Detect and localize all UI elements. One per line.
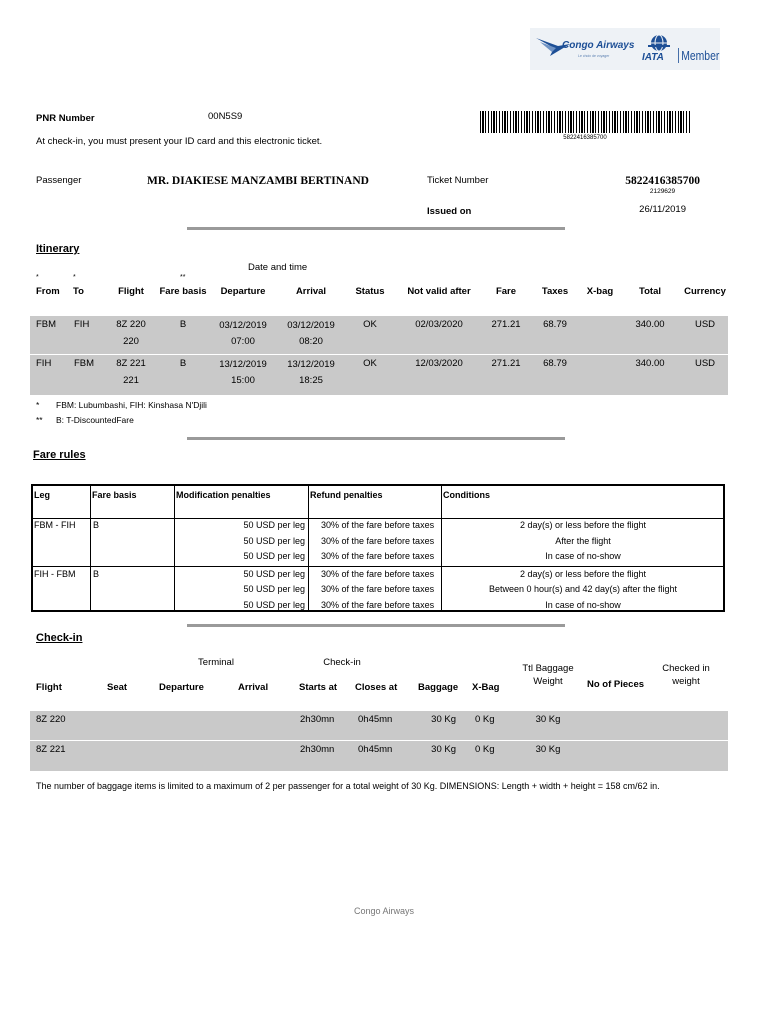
checkin-title: Check-in [36, 632, 83, 644]
cell-total: 340.00 [635, 358, 665, 369]
cell-flight: 8Z 221 [36, 744, 66, 755]
cell-dep-time: 15:00 [231, 375, 255, 386]
fare-rules-title: Fare rules [33, 449, 86, 461]
cell-leg: FBM - FIH [34, 520, 76, 530]
pnr-label: PNR Number [36, 113, 95, 124]
col-flight: Flight [36, 682, 62, 693]
passenger-name: MR. DIAKIESE MANZAMBI BERTINAND [147, 175, 369, 187]
divider [187, 227, 565, 230]
col-closes-at: Closes at [355, 682, 398, 693]
cell-refund: 30% of the fare before taxes [321, 551, 435, 561]
cell-flight-number: 220 [123, 336, 139, 347]
cell-ttl-weight: 30 Kg [535, 714, 561, 725]
itinerary-title: Itinerary [36, 243, 80, 255]
cell-fare-basis: B [179, 319, 187, 330]
col-starts-at: Starts at [299, 682, 338, 693]
issued-on-date: 26/11/2019 [639, 204, 686, 215]
issued-on-label: Issued on [427, 206, 472, 217]
col-arrival: Arrival [238, 682, 269, 693]
footnote-mark: * [36, 400, 40, 410]
ticket-number-label: Ticket Number [427, 175, 489, 186]
cell-modification: 50 USD per leg [243, 536, 305, 546]
cell-condition: In case of no-show [545, 600, 621, 610]
cell-total: 340.00 [635, 319, 665, 330]
checkin-note: At check-in, you must present your ID card and this electronic ticket. [36, 136, 323, 147]
cell-to: FIH [74, 319, 90, 330]
cell-condition: 2 day(s) or less before the flight [519, 520, 647, 530]
footer-text: Congo Airways [353, 906, 415, 916]
col-arrival: Arrival [295, 286, 327, 297]
cell-baggage: 30 Kg [431, 744, 456, 755]
cell-xbag: 0 Kg [475, 744, 495, 755]
col-from: From [36, 286, 60, 297]
table-rule [441, 486, 442, 610]
col-taxes: Taxes [541, 286, 569, 297]
cell-fare-basis: B [93, 569, 100, 579]
col-currency: Currency [684, 286, 726, 297]
cell-modification: 50 USD per leg [243, 551, 305, 561]
baggage-note: The number of baggage items is limited to a maximum of 2 per passenger for a total weight of 30 Kg. DIMENSIONS: Length + width + height = 158 cm/62 in. [36, 781, 660, 791]
cell-modification: 50 USD per leg [243, 520, 305, 530]
cell-condition: Between 0 hour(s) and 42 day(s) after the flight [488, 584, 678, 594]
cell-modification: 50 USD per leg [243, 584, 305, 594]
cell-flight-number: 221 [123, 375, 139, 386]
col-fare-basis: Fare basis [92, 490, 137, 500]
passenger-label: Passenger [36, 175, 82, 186]
col-status: Status [355, 286, 385, 297]
logo-member: Member [678, 48, 719, 63]
col-xbag: X-bag [586, 286, 614, 297]
cell-status: OK [363, 358, 377, 369]
col-checked-in: Checked in [662, 663, 710, 674]
pnr-value: 00N5S9 [208, 111, 243, 122]
col-flight: Flight [118, 286, 144, 297]
cell-fare: 271.21 [491, 358, 521, 369]
col-not-valid-after: Not valid after [407, 286, 471, 297]
table-rule [33, 518, 723, 519]
cell-flight: 8Z 220 [36, 714, 66, 725]
col-total: Total [639, 286, 661, 297]
cell-status: OK [363, 319, 377, 330]
table-rule [174, 486, 175, 610]
ticket-sub-number: 2129629 [649, 188, 676, 195]
from-mark: * [36, 274, 39, 281]
cell-starts-at: 2h30mn [300, 714, 335, 725]
cell-flight: 8Z 220 [116, 319, 146, 330]
logo-tagline: Le choix de voyager [578, 54, 610, 58]
col-to: To [73, 286, 84, 297]
cell-arr-date: 03/12/2019 [287, 320, 335, 331]
divider [187, 437, 565, 440]
cell-fare: 271.21 [491, 319, 521, 330]
cell-taxes: 68.79 [543, 319, 567, 330]
barcode-number: 5822416385700 [563, 135, 607, 141]
ticket-number: 5822416385700 [625, 175, 700, 187]
cell-dep-time: 07:00 [231, 336, 255, 347]
table-rule [308, 486, 309, 610]
divider [187, 624, 565, 627]
cell-to: FBM [74, 358, 95, 369]
table-rule [90, 486, 91, 610]
col-departure: Departure [220, 286, 266, 297]
cell-leg: FIH - FBM [34, 569, 76, 579]
cell-taxes: 68.79 [543, 358, 567, 369]
col-xbag: X-Bag [472, 682, 500, 693]
cell-dep-date: 13/12/2019 [219, 359, 267, 370]
col-leg: Leg [34, 490, 51, 500]
col-fare-basis: Fare basis [159, 286, 207, 297]
cell-refund: 30% of the fare before taxes [321, 584, 435, 594]
footnote-text: B: T-DiscountedFare [56, 415, 134, 425]
cell-refund: 30% of the fare before taxes [321, 600, 435, 610]
col-conditions: Conditions [443, 490, 490, 500]
cell-xbag: 0 Kg [475, 714, 495, 725]
logo-airline-name: Congo Airways [562, 40, 635, 51]
cell-condition: 2 day(s) or less before the flight [519, 569, 647, 579]
to-mark: * [73, 274, 76, 281]
table-rule [33, 566, 723, 567]
footnote-text: FBM: Lubumbashi, FIH: Kinshasa N'Djili [56, 400, 207, 410]
cell-arr-time: 18:25 [299, 375, 323, 386]
col-ttl-baggage-weight: Weight [533, 676, 563, 687]
col-checked-in-weight: weight [672, 676, 700, 687]
cell-ttl-weight: 30 Kg [535, 744, 561, 755]
cell-fare-basis: B [179, 358, 187, 369]
footnote-mark: ** [36, 415, 43, 425]
cell-currency: USD [694, 358, 716, 369]
cell-currency: USD [694, 319, 716, 330]
cell-condition: After the flight [555, 536, 611, 546]
col-no-of-pieces: No of Pieces [587, 679, 645, 690]
col-ttl-baggage: Ttl Baggage [522, 663, 574, 674]
col-departure: Departure [159, 682, 204, 693]
checkin-group-header: Check-in [323, 657, 361, 668]
logo-iata: IATA [642, 52, 664, 63]
cell-refund: 30% of the fare before taxes [321, 520, 435, 530]
iata-globe-icon [648, 32, 670, 54]
cell-refund: 30% of the fare before taxes [321, 536, 435, 546]
cell-starts-at: 2h30mn [300, 744, 335, 755]
cell-fare-basis: B [93, 520, 100, 530]
cell-not-valid-after: 12/03/2020 [415, 358, 463, 369]
col-fare: Fare [495, 286, 517, 297]
cell-arr-date: 13/12/2019 [287, 359, 335, 370]
cell-not-valid-after: 02/03/2020 [415, 319, 463, 330]
cell-closes-at: 0h45mn [358, 714, 393, 725]
cell-arr-time: 08:20 [299, 336, 323, 347]
cell-dep-date: 03/12/2019 [219, 320, 267, 331]
cell-flight: 8Z 221 [116, 358, 146, 369]
cell-refund: 30% of the fare before taxes [321, 569, 435, 579]
cell-modification: 50 USD per leg [243, 569, 305, 579]
fare-basis-mark: ** [180, 274, 186, 281]
cell-condition: In case of no-show [545, 551, 621, 561]
fare-rules-table [31, 484, 725, 612]
terminal-group-header: Terminal [198, 657, 234, 668]
date-time-header: Date and time [248, 262, 308, 273]
ticket-barcode [480, 111, 690, 133]
cell-modification: 50 USD per leg [243, 600, 305, 610]
col-seat: Seat [107, 682, 128, 693]
cell-closes-at: 0h45mn [358, 744, 393, 755]
cell-baggage: 30 Kg [431, 714, 456, 725]
col-modification: Modification penalties [176, 490, 271, 500]
airline-logo [530, 28, 720, 70]
col-refund: Refund penalties [310, 490, 383, 500]
col-baggage: Baggage [418, 682, 459, 693]
cell-from: FIH [36, 358, 52, 369]
cell-from: FBM [36, 319, 57, 330]
